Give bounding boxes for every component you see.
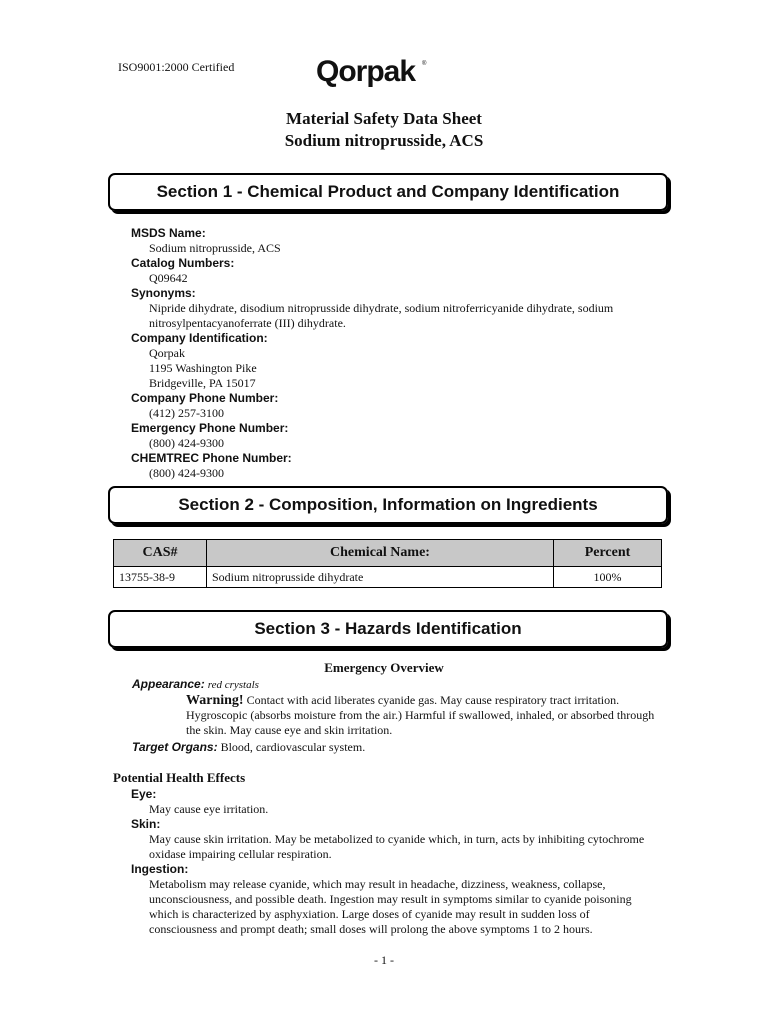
- msds-name-label: MSDS Name:: [131, 226, 206, 240]
- header-percent: Percent: [554, 540, 662, 567]
- msds-name-value: Sodium nitroprusside, ACS: [149, 241, 281, 255]
- cell-cas: 13755-38-9: [114, 567, 207, 588]
- company-phone-value: (412) 257-3100: [149, 406, 224, 420]
- appearance-line: [132, 677, 259, 692]
- title-line-2: Sodium nitroprusside, ACS: [284, 131, 484, 150]
- cell-percent: 100%: [554, 567, 662, 588]
- qorpak-logo: [314, 52, 428, 92]
- eye-value: May cause eye irritation.: [149, 802, 269, 816]
- target-organs-label: Target Organs:: [132, 740, 218, 754]
- header-cas: CAS#: [114, 540, 207, 567]
- title-line-1: Material Safety Data Sheet: [286, 109, 482, 128]
- potential-health-effects-body: [131, 787, 661, 937]
- cell-chemical-name: Sodium nitroprusside dihydrate: [207, 567, 554, 588]
- ingestion-label: Ingestion:: [131, 862, 189, 876]
- section-1-heading: Section 1 - Chemical Product and Company Identification: [108, 173, 668, 211]
- potential-health-effects-title: Potential Health Effects: [113, 770, 246, 785]
- warning-block: [186, 693, 656, 738]
- svg-text:®: ®: [422, 61, 427, 67]
- skin-label: Skin:: [131, 817, 161, 831]
- skin-value: May cause skin irritation. May be metabolized to cyanide which, in turn, acts by inhibiting cytochrome oxidase impairing cellular respiration.: [149, 832, 645, 861]
- warning-label: Warning!: [186, 693, 244, 708]
- synonyms-value: Nipride dihydrate, disodium nitroprusside dihydrate, sodium nitroferricyanide dihydrate, sodium nitrosylpentacyanoferrate (III) dihydrate.: [149, 301, 614, 330]
- target-organs-line: [132, 740, 365, 755]
- appearance-label: Appearance:: [132, 677, 205, 691]
- table-row: [114, 567, 662, 588]
- company-label: Company Identification:: [131, 331, 268, 345]
- logo-text: Qorpak: [316, 55, 416, 88]
- header-chemical-name: Chemical Name:: [207, 540, 554, 567]
- page-number: - 1 -: [374, 953, 394, 967]
- chemtrec-label: CHEMTREC Phone Number:: [131, 451, 292, 465]
- emergency-phone-value: (800) 424-9300: [149, 436, 224, 450]
- target-organs-value: Blood, cardiovascular system.: [220, 740, 366, 754]
- synonyms-label: Synonyms:: [131, 286, 196, 300]
- table-header-row: [114, 540, 662, 567]
- emergency-overview-title: Emergency Overview: [324, 660, 444, 675]
- chemtrec-value: (800) 424-9300: [149, 466, 224, 480]
- emergency-phone-label: Emergency Phone Number:: [131, 421, 289, 435]
- catalog-value: Q09642: [149, 271, 188, 285]
- certification-text: ISO9001:2000 Certified: [118, 60, 235, 74]
- section-3-heading: Section 3 - Hazards Identification: [108, 610, 668, 648]
- composition-table: [113, 539, 662, 588]
- ingestion-value: Metabolism may release cyanide, which may result in headache, dizziness, weakness, collapse, unconsciousness, and possible death. Ingestion may result in symptoms similar to cyanide poisoning which is characterized by asphyxiation. Large doses of cyanide may result in sudden loss of consciousness and prompt death; small doses will prolong the above symptoms 1 to 2 hours.: [149, 877, 632, 936]
- warning-text: Contact with acid liberates cyanide gas. May cause respiratory tract irritation. Hygroscopic (absorbs moisture from the air.) Harmful if swallowed, inhaled, or absorbed through the skin. May cause eye and skin irritation.: [186, 693, 655, 737]
- company-line-1: Qorpak: [149, 346, 185, 360]
- document-title: [0, 108, 768, 152]
- appearance-value: red crystals: [207, 679, 259, 691]
- section-1-body: [131, 226, 651, 481]
- catalog-label: Catalog Numbers:: [131, 256, 235, 270]
- company-line-2: 1195 Washington Pike: [149, 361, 257, 375]
- eye-label: Eye:: [131, 787, 157, 801]
- company-line-3: Bridgeville, PA 15017: [149, 376, 256, 390]
- company-phone-label: Company Phone Number:: [131, 391, 279, 405]
- section-2-heading: Section 2 - Composition, Information on Ingredients: [108, 486, 668, 524]
